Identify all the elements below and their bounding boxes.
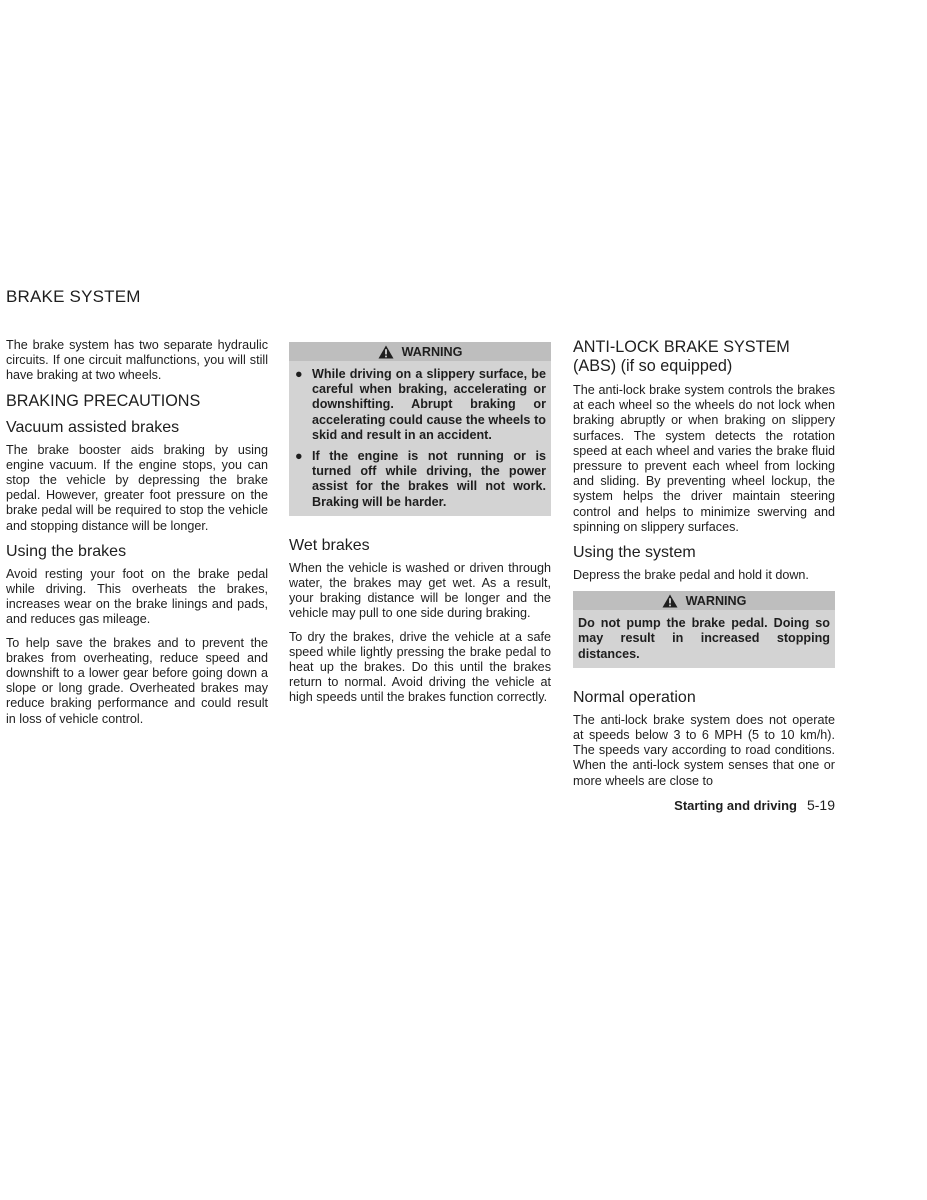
page-footer [573, 797, 835, 814]
bullet-icon: ● [295, 449, 303, 464]
warning-box-pump [573, 591, 835, 668]
vacuum-brakes-heading: Vacuum assisted brakes [6, 418, 180, 436]
warning-body [289, 361, 551, 516]
warning-list-item [294, 449, 546, 510]
normal-operation-heading: Normal operation [573, 688, 696, 706]
warning-triangle-icon [662, 594, 678, 608]
abs-heading-line-2: (ABS) (if so equipped) [573, 357, 733, 375]
wet-brakes-paragraph-2: To dry the brakes, drive the vehicle at a safe speed while lightly pressing the brake pedal to heat up the brakes. Do this until the brakes return to normal. Avoid driving the vehicle at high speeds until the brakes function correctly. [289, 629, 551, 705]
vacuum-brakes-paragraph: The brake booster aids braking by using engine vacuum. If the engine stops, you can stop the vehicle by depressing the brake pedal. However, greater foot pressure on the brake pedal will be required to stop the vehicle and stopping distance will be longer. [6, 442, 268, 533]
warning-header [573, 591, 835, 610]
using-brakes-paragraph-1: Avoid resting your foot on the brake pedal while driving. This overheats the brakes, increases wear on the brake linings and pads, and reduces gas mileage. [6, 566, 268, 627]
abs-heading [573, 338, 835, 376]
warning-label: WARNING [401, 344, 463, 359]
warning-body [573, 610, 835, 668]
column-middle [289, 338, 551, 714]
using-system-paragraph: Depress the brake pedal and hold it down. [573, 568, 809, 583]
bullet-icon: ● [295, 367, 303, 381]
braking-precautions-heading: BRAKING PRECAUTIONS [6, 391, 201, 410]
intro-paragraph: The brake system has two separate hydraulic circuits. If one circuit malfunctions, you will still have braking at two wheels. [6, 338, 268, 383]
wet-brakes-heading: Wet brakes [289, 536, 370, 554]
using-system-heading: Using the system [573, 544, 696, 562]
warning-text: Do not pump the brake pedal. Doing so may result in increased stopping distances. [578, 616, 830, 661]
warning-item-text: While driving on a slippery surface, be careful when braking, accelerating or downshifting. Abrupt braking or accelerating could cause the wheels to skid and result in an accident. [312, 367, 546, 442]
warning-list-item [294, 367, 546, 443]
warning-box-slippery [289, 342, 551, 516]
warning-item-text: If the engine is not running or is turned off while driving, the power assist for the brakes will not work. Braking will be harder. [312, 449, 546, 509]
column-left [6, 338, 268, 735]
column-right [573, 338, 835, 797]
abs-paragraph: The anti-lock brake system controls the brakes at each wheel so the wheels do not lock when braking abruptly or when braking on slippery surfaces. The system detects the rotation speed at each wheel and varies the brake fluid pressure to prevent each wheel from locking and sliding. By preventing wheel lockup, the system helps the driver maintain steering control and helps to minimize swerving and spinning on slippery surfaces. [573, 383, 835, 534]
warning-label: WARNING [685, 593, 747, 608]
using-brakes-heading: Using the brakes [6, 542, 127, 560]
footer-section-name: Starting and driving [674, 798, 797, 813]
normal-operation-paragraph: The anti-lock brake system does not operate at speeds below 3 to 6 MPH (5 to 10 km/h). The speeds vary according to road conditions. When the anti-lock system senses that one or more wheels are close to [573, 712, 835, 788]
warning-triangle-icon [378, 345, 394, 359]
page-number: 5-19 [806, 797, 835, 813]
page-title: BRAKE SYSTEM [6, 287, 141, 306]
wet-brakes-paragraph-1: When the vehicle is washed or driven through water, the brakes may get wet. As a result, your braking distance will be longer and the vehicle may pull to one side during braking. [289, 560, 551, 621]
abs-heading-line-1: ANTI-LOCK BRAKE SYSTEM [573, 338, 790, 356]
warning-header [289, 342, 551, 361]
using-brakes-paragraph-2: To help save the brakes and to prevent the brakes from overheating, reduce speed and downshift to a lower gear before going down a slope or long grade. Overheated brakes may reduce braking performance and could result in loss of vehicle control. [6, 635, 268, 726]
